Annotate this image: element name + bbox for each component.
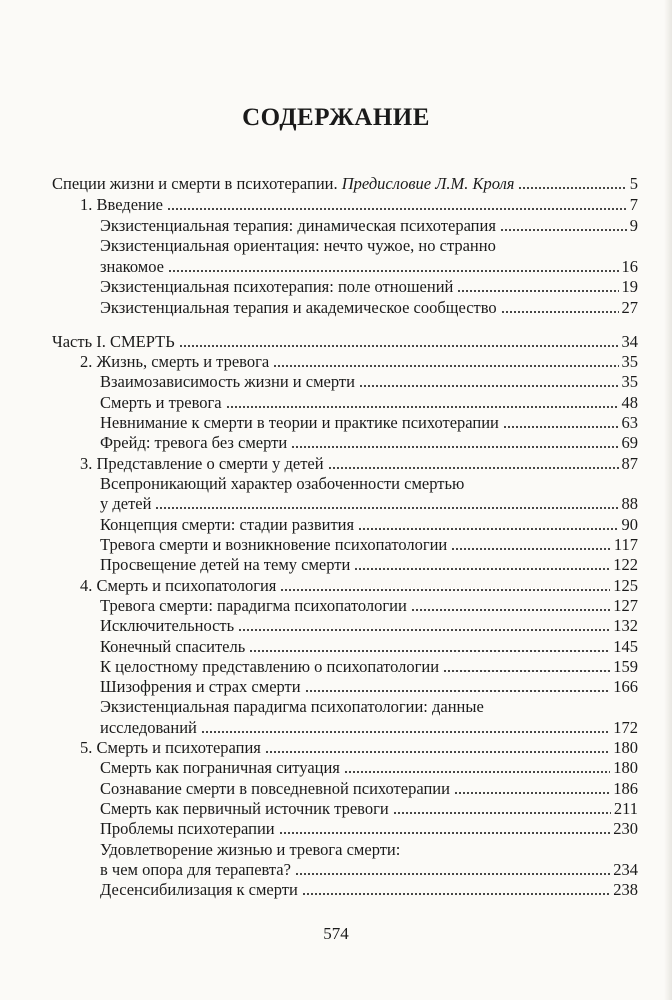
toc-entry-chapter: 4. Смерть и психопатология 125 — [80, 576, 638, 595]
toc-entry: Смерть как пограничная ситуация 180 — [100, 758, 638, 777]
toc-entry-chapter: 3. Представление о смерти у детей 87 — [80, 454, 638, 473]
page-ref: 69 — [621, 433, 638, 452]
page-ref: 88 — [621, 494, 638, 513]
leader-dots — [295, 862, 610, 876]
leader-dots — [443, 659, 610, 673]
page-ref: 35 — [621, 352, 638, 371]
page-ref: 16 — [621, 257, 638, 276]
page-ref: 90 — [621, 515, 638, 534]
toc-entry-chapter: 2. Жизнь, смерть и тревога 35 — [80, 352, 638, 371]
page-ref: 117 — [613, 535, 638, 554]
leader-dots — [265, 740, 610, 754]
toc-entry: Шизофрения и страх смерти 166 — [100, 677, 638, 696]
page-ref: 166 — [613, 677, 638, 696]
leader-dots — [457, 279, 618, 293]
toc-entry: Смерть и тревога 48 — [100, 393, 638, 412]
toc-entry: Экзистенциальная терапия и академическое сообщество 27 — [100, 298, 638, 317]
leader-dots — [201, 720, 610, 734]
leader-dots — [454, 781, 610, 795]
page-ref: 87 — [621, 454, 638, 473]
page-ref: 27 — [621, 298, 638, 317]
leader-dots — [302, 882, 610, 896]
page-ref: 34 — [621, 332, 638, 351]
toc-entry-intro: 1. Введение 7 — [80, 195, 638, 214]
leader-dots — [155, 496, 618, 510]
leader-dots — [393, 801, 611, 815]
page-ref: 234 — [613, 860, 638, 879]
toc-entry: в чем опора для терапевта? 234 — [100, 860, 638, 879]
toc-entry: Взаимозависимость жизни и смерти 35 — [100, 372, 638, 391]
toc-entry: Экзистенциальная терапия: динамическая психотерапия 9 — [100, 216, 638, 235]
toc-entry-chapter: 5. Смерть и психотерапия 180 — [80, 738, 638, 757]
toc-entry: Экзистенциальная психотерапия: поле отношений 19 — [100, 277, 638, 296]
toc-entry: К целостному представлению о психопатологии 159 — [100, 657, 638, 676]
toc-entry: исследований 172 — [100, 718, 638, 737]
toc-entry-part: Часть I. СМЕРТЬ 34 — [52, 332, 638, 351]
page-ref: 180 — [613, 758, 638, 777]
leader-dots — [179, 334, 619, 348]
page-ref: 35 — [621, 372, 638, 391]
leader-dots — [358, 517, 618, 531]
toc-entry: Конечный спаситель 145 — [100, 637, 638, 656]
leader-dots — [238, 618, 610, 632]
toc-entry: Невнимание к смерти в теории и практике психотерапии 63 — [100, 413, 638, 432]
page-ref: 63 — [621, 413, 638, 432]
page-title: СОДЕРЖАНИЕ — [242, 104, 430, 131]
leader-dots — [411, 598, 610, 612]
toc-entry-first-line: Экзистенциальная ориентация: нечто чужое, но странно — [100, 236, 496, 255]
leader-dots — [168, 259, 618, 273]
page-ref: 5 — [629, 174, 638, 193]
page-ref: 48 — [621, 393, 638, 412]
page-ref: 132 — [613, 616, 638, 635]
leader-dots — [328, 456, 619, 470]
toc-entry-first-line: Всепроникающий характер озабоченности смертью — [100, 474, 465, 493]
page-ref: 180 — [613, 738, 638, 757]
leader-dots — [305, 679, 611, 693]
leader-dots — [249, 639, 610, 653]
page-ref: 230 — [613, 819, 638, 838]
toc-entry: Проблемы психотерапии 230 — [100, 819, 638, 838]
toc-entry: Тревога смерти и возникновение психопатологии 117 — [100, 535, 638, 554]
page-ref: 186 — [613, 779, 638, 798]
page-ref: 9 — [629, 216, 638, 235]
leader-dots — [359, 374, 619, 388]
leader-dots — [280, 578, 610, 592]
toc-entry-preface: Специи жизни и смерти в психотерапии. Предисловие Л.М. Кроля 5 — [52, 174, 638, 193]
toc-entry-first-line: Удовлетворение жизнью и тревога смерти: — [100, 840, 401, 859]
toc-entry: Тревога смерти: парадигма психопатологии 127 — [100, 596, 638, 615]
page-ref: 127 — [613, 596, 638, 615]
page-number: 574 — [323, 924, 349, 943]
leader-dots — [354, 557, 610, 571]
leader-dots — [167, 197, 627, 211]
leader-dots — [518, 176, 626, 190]
toc-entry: Десенсибилизация к смерти 238 — [100, 880, 638, 899]
leader-dots — [501, 300, 619, 314]
toc-entry: знакомое 16 — [100, 257, 638, 276]
page-ref: 19 — [621, 277, 638, 296]
page-ref: 122 — [613, 555, 638, 574]
toc-entry-first-line: Экзистенциальная парадигма психопатологии: данные — [100, 697, 484, 716]
page-ref: 211 — [613, 799, 638, 818]
toc-entry: Концепция смерти: стадии развития 90 — [100, 515, 638, 534]
page-ref: 238 — [613, 880, 638, 899]
leader-dots — [226, 395, 619, 409]
page-ref: 7 — [629, 195, 638, 214]
page-ref: 172 — [613, 718, 638, 737]
leader-dots — [279, 821, 611, 835]
leader-dots — [291, 435, 618, 449]
toc-entry: Сознавание смерти в повседневной психотерапии 186 — [100, 779, 638, 798]
leader-dots — [500, 218, 627, 232]
toc-entry: Смерть как первичный источник тревоги 211 — [100, 799, 638, 818]
toc-entry: у детей 88 — [100, 494, 638, 513]
toc-entry: Фрейд: тревога без смерти 69 — [100, 433, 638, 452]
leader-dots — [273, 354, 618, 368]
page-ref: 159 — [613, 657, 638, 676]
page-ref: 125 — [613, 576, 638, 595]
page-edge-shadow — [664, 0, 672, 1000]
toc-entry: Исключительность 132 — [100, 616, 638, 635]
leader-dots — [451, 537, 611, 551]
page-ref: 145 — [613, 637, 638, 656]
leader-dots — [503, 415, 619, 429]
toc-entry: Просвещение детей на тему смерти 122 — [100, 555, 638, 574]
leader-dots — [344, 760, 610, 774]
